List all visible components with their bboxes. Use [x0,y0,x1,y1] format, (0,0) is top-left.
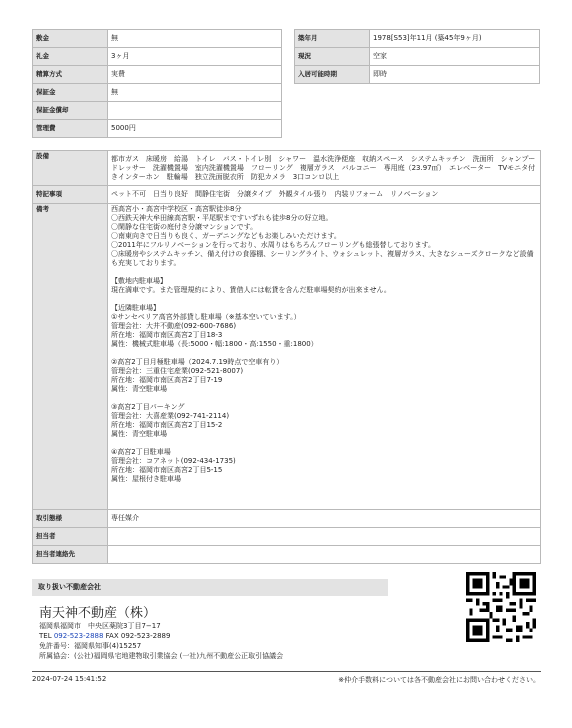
transaction-value: 専任媒介 [108,510,541,528]
agency-name: 南天神不動産（株） [39,606,157,621]
management-fee-value: 5000円 [108,120,282,138]
guarantee-value: 無 [108,84,282,102]
fax-number: 092-523-2889 [120,632,171,640]
guarantee-label: 保証金 [33,84,108,102]
guarantee-amortization-label: 保証金償却 [33,102,108,120]
cost-table [32,29,282,138]
features-value: ペット不可 日当り良好 間静住宅街 分譲タイプ 外観タイル張り 内装リフォーム リノベーション [108,186,541,204]
tel-link[interactable]: 092-523-2888 [53,632,104,640]
footer-divider [32,671,541,672]
building-table [294,29,540,84]
agency-phone-line [39,632,170,641]
remarks-label: 備考 [33,204,108,510]
built-date-value: 1978[S53]年11月 (築45年9ヶ月) [370,30,540,48]
contact-info-value [108,546,541,564]
settlement-label: 精算方式 [33,66,108,84]
tel-label: TEL [39,632,52,640]
deposit-value: 無 [108,30,282,48]
agency-license: 免許番号：福岡県知事(4)15257 [39,642,142,650]
move-in-label: 入居可能時期 [295,66,370,84]
guarantee-amortization-value [108,102,282,120]
equipment-label: 設備 [33,151,108,186]
agency-section-title: 取り扱い不動産会社 [32,579,388,596]
settlement-value: 実費 [108,66,282,84]
move-in-value: 即時 [370,66,540,84]
built-date-label: 築年月 [295,30,370,48]
contact-value [108,528,541,546]
contact-info-label: 担当者連絡先 [33,546,108,564]
fee-note: ※仲介手数料については各不動産会社にお問い合わせください。 [338,676,540,684]
status-value: 空家 [370,48,540,66]
features-label: 特記事項 [33,186,108,204]
agency-address: 福岡県福岡市 中央区薬院3丁目7−17 [39,622,161,630]
contact-label: 担当者 [33,528,108,546]
fax-label: FAX [105,632,119,640]
deposit-label: 敷金 [33,30,108,48]
details-table [32,150,541,564]
key-money-label: 礼金 [33,48,108,66]
remarks-value: 西高宮小・高宮中学校区・高宮駅徒歩8分 〇西鉄天神大牟田線高宮駅・平尾駅まですいずれも徒歩8分の好立地。 〇閑静な住宅街の庭付き分譲マンションです。 〇南東向きで日当りも良く、ガーデニングなどもお楽しみいただけます。 〇2011年にフルリノベーションを行っており、水周りはもちろんフローリングも総張替しております。 〇床暖房やシステムキッチン、備え付けの食器棚、シーリングライト、ウォシュレット、複層ガラス、大きなシューズクロークなど設備も充実しております。 【敷地内駐車場】 現在満車です。また管理規約により、賃借人には転貸を含んだ駐車場契約が出来ません。 【近隣駐車場】 ①サンセベリア高宮外部貸し駐車場（※基本空いています。） 管理会社：大井不動産(092-600-7686) 所在地：福岡市南区高宮2丁目18-3 属性：機械式駐車場（長:5000・幅:1800・高:1550・重:1800） ②高宮2丁目月極駐車場（2024.7.19時点で空車有り） 管理会社：三重住宅産業(092-521-8007) 所在地：福岡市南区高宮2丁目7-19 属性：青空駐車場 ③高宮2丁目パーキング 管理会社：大喜産業(092-741-2114) 所在地：福岡市南区高宮2丁目15-2 属性：青空駐車場 ④高宮2丁目駐車場 管理会社：コアネット(092-434-1735) 所在地：福岡市南区高宮2丁目5-15 属性：屋根付き駐車場 [108,204,541,510]
agency-association: 所属協会：(公社)福岡県宅地建物取引業協会 (一社)九州不動産公正取引協議会 [39,652,284,660]
qr-code-icon [466,572,536,642]
printed-timestamp: 2024-07-24 15:41:52 [32,675,107,683]
equipment-value: 都市ガス 床暖房 給湯 トイレ バス・トイレ別 シャワー 温水洗浄便座 収納スペース システムキッチン 洗面所 シャンプードレッサー 洗濯機置場 室内洗濯機置場 フローリング 複層ガラス バルコニー 専用庭（23.97㎡） エレベーター TVモニタ付きインターホン 駐輪場 独立洗面脱衣所 防犯カメラ 3口コンロ以上 [108,151,541,186]
transaction-label: 取引態様 [33,510,108,528]
management-fee-label: 管理費 [33,120,108,138]
status-label: 現況 [295,48,370,66]
key-money-value: 3ヶ月 [108,48,282,66]
